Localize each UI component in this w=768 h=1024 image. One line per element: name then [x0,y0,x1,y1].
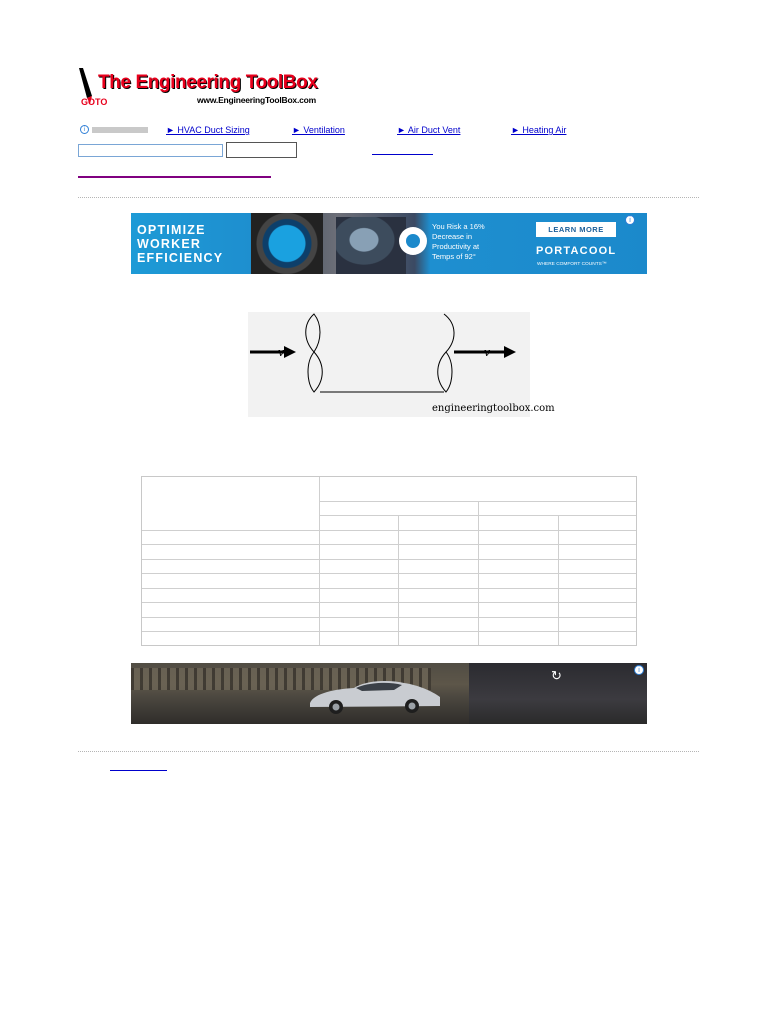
adchoices-placeholder [92,127,148,133]
ad-learn-more-button[interactable]: LEARN MORE [536,222,616,237]
ad-info-icon[interactable]: i [634,665,644,675]
arrow-in-label: v [278,346,285,359]
nav-link-hvac-duct-sizing[interactable]: ► HVAC Duct Sizing [166,125,250,135]
divider-bottom [78,751,699,752]
visited-link[interactable] [78,176,271,178]
data-table [141,476,637,646]
logo-sub: GOTO [81,97,108,107]
ad-headline: OPTIMIZE WORKER EFFICIENCY [137,223,224,265]
ad-fan-image [251,213,323,274]
logo-url: www.EngineeringToolBox.com [197,95,317,105]
divider-top [78,197,699,198]
bottom-link[interactable] [110,770,167,771]
ad-welder-image [336,217,406,274]
ad-tagline: WHERE COMFORT COUNTS™ [537,262,607,267]
search-input[interactable] [78,144,223,157]
nav-link-ventilation[interactable]: ► Ventilation [292,125,345,135]
nav-link-heating-air[interactable]: ► Heating Air [511,125,567,135]
ad-banner-car[interactable] [131,663,647,724]
ad-car-image [306,675,446,715]
duct-flow-diagram [248,312,555,417]
arrow-out-label: v [484,346,491,359]
site-logo[interactable] [76,66,326,110]
adchoices-bar[interactable] [80,126,148,134]
adchoices-icon: i [80,125,89,134]
empty-link[interactable] [372,154,433,155]
search-button[interactable] [226,142,297,158]
nav-link-air-duct-vent[interactable]: ► Air Duct Vent [397,125,461,135]
ad-info-icon[interactable]: i [625,215,635,225]
logo-title: The Engineering ToolBox [98,72,318,93]
ad-body-text: You Risk a 16% Decrease in Productivity at Temps of 92° [432,222,485,261]
ad-replay-icon[interactable]: ↻ [551,668,562,683]
ad-worker-icon [399,227,427,255]
ad-brand: PORTACOOL [536,245,617,257]
diagram-caption: engineeringtoolbox.com [432,403,555,414]
ad-banner-portacool[interactable] [131,213,647,274]
